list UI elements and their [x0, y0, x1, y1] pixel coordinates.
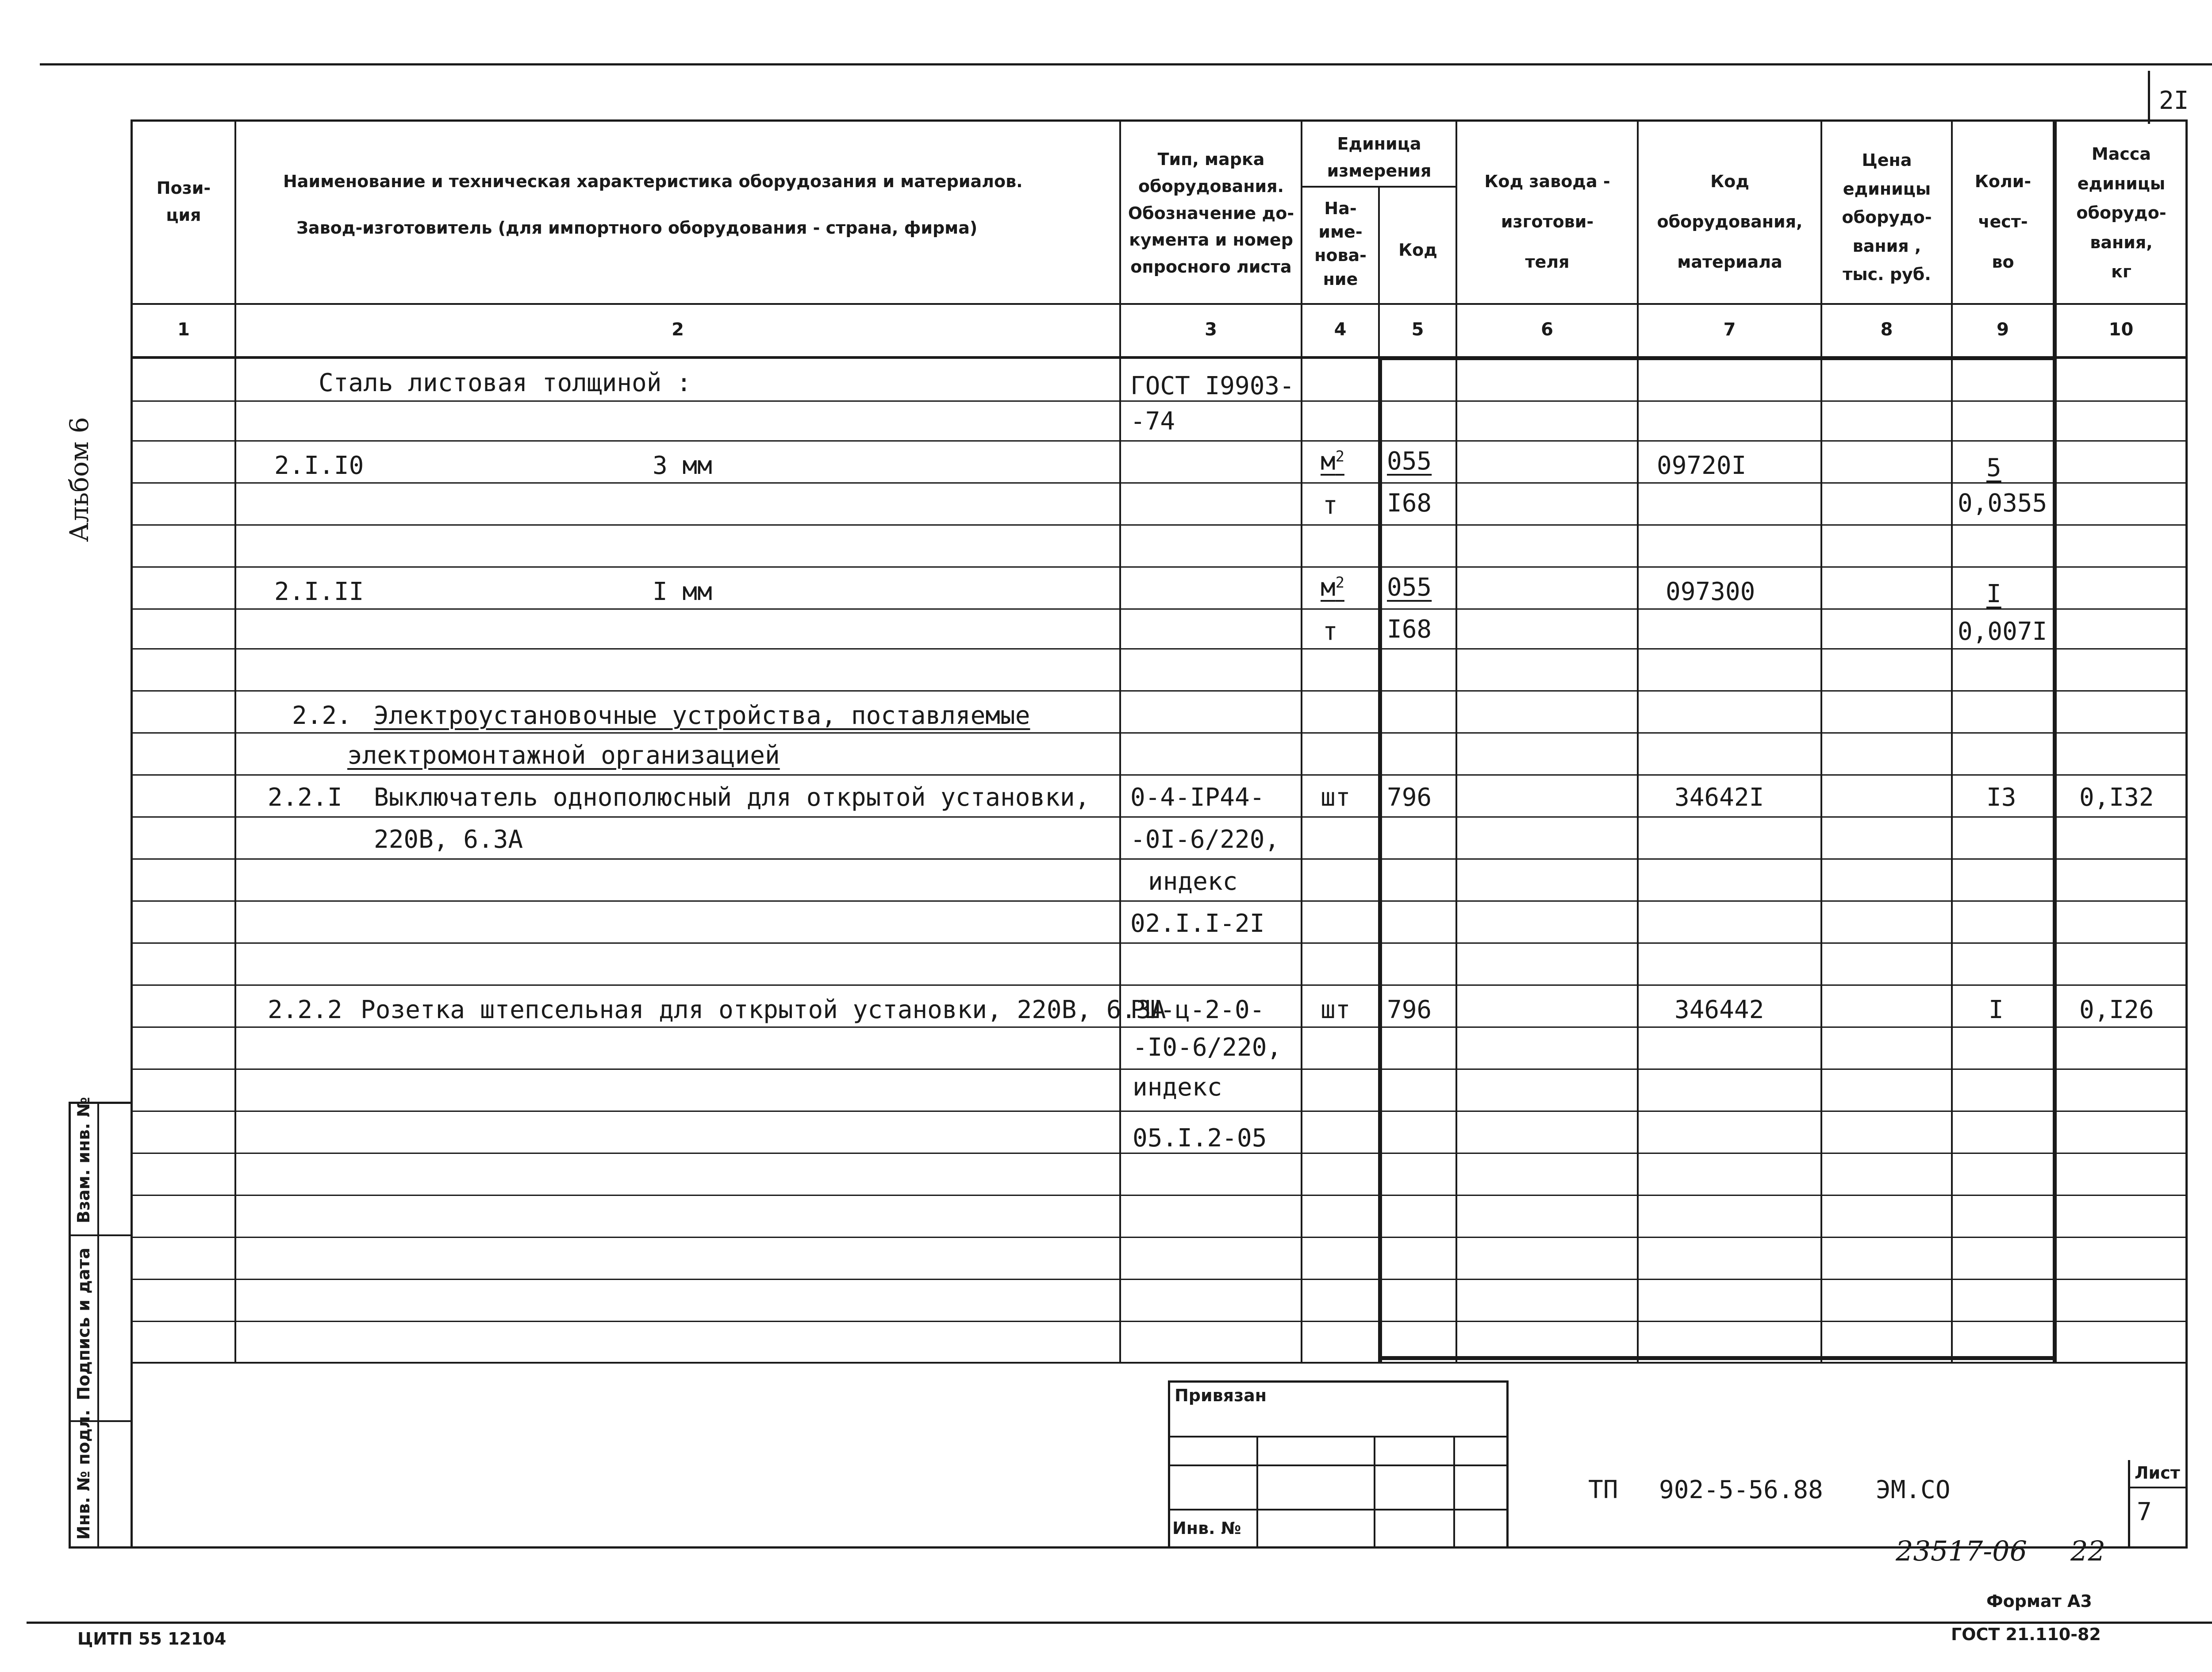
row-2-1-11-quantity: I — [1986, 580, 2001, 608]
header-unit-name: На- име- нова- ние — [1314, 199, 1367, 289]
header-unit-code: Код — [1398, 240, 1437, 260]
header-name-line1: Наименование и техническая характеристика оборудозания и материалов. — [283, 172, 1023, 191]
row-2-1-11-position: 2.I.II — [274, 577, 364, 606]
row-2-2-1-unit-code: 796 — [1387, 783, 1432, 812]
row-2-1-10-code-t: I68 — [1387, 489, 1432, 518]
signature-date-label: Подпись и дата — [74, 1247, 93, 1400]
row-2-2-2-mass: 0,I26 — [2079, 996, 2154, 1024]
col-number-4: 4 — [1334, 319, 1347, 340]
header-position: Пози- ция — [156, 178, 211, 225]
row-2-2-2-material-code: 346442 — [1674, 996, 1764, 1024]
row-2-1-10-unit-code: 055 — [1387, 447, 1432, 476]
row-2-2-1-mass: 0,I32 — [2079, 783, 2154, 812]
top-rule — [40, 63, 2212, 65]
stamp-privyazan: Привязан — [1175, 1386, 1267, 1405]
row-2-1-10-quantity: 5 — [1986, 454, 2001, 482]
row-2-2-1-material-code: 34642I — [1674, 783, 1764, 812]
steel-gost-line2: -74 — [1130, 407, 1175, 436]
col-number-2: 2 — [672, 319, 684, 340]
header-factory-code: Код завода - изготови- теля — [1484, 172, 1610, 272]
row-2-2-2-name: Розетка штепсельная для открытой установки, 220В, 6.3А — [361, 996, 1166, 1024]
row-2-2-1-type-line1: 0-4-IP44- — [1130, 783, 1265, 812]
col-number-8: 8 — [1880, 319, 1893, 340]
gost-label: ГОСТ 21.110-82 — [1951, 1625, 2101, 1644]
table-right-border — [2185, 119, 2188, 1549]
row-2-1-10-position: 2.I.I0 — [274, 451, 364, 480]
section-title-line2: электромонтажной организацией — [347, 741, 780, 770]
header-unit: Единица измерения — [1327, 134, 1432, 181]
col-number-6: 6 — [1541, 319, 1553, 340]
header-equipment-code: Код оборудования, материала — [1657, 172, 1803, 272]
table-bottom-border — [131, 1546, 2188, 1549]
row-2-2-2-type-line2: -I0-6/220, — [1133, 1033, 1282, 1062]
steel-title: Сталь листовая толщиной : — [319, 369, 691, 397]
sheet-number-top: 2I — [2159, 86, 2189, 115]
row-2-1-11-name: I мм — [653, 577, 712, 606]
stamp-mark: ЭМ.СО — [1876, 1476, 1951, 1504]
row-2-2-1-type-line3: индекс — [1148, 867, 1238, 896]
row-2-1-10-unit-t: т — [1323, 491, 1338, 520]
col-number-7: 7 — [1723, 319, 1736, 340]
row-2-1-10-name: 3 мм — [653, 451, 712, 480]
section-number: 2.2. — [292, 701, 352, 730]
handwritten-page: 22 — [2070, 1535, 2105, 1567]
stamp-list-label: Лист — [2135, 1463, 2180, 1483]
row-2-2-2-position: 2.2.2 — [268, 996, 342, 1024]
row-2-1-11-unit-t: т — [1323, 617, 1338, 646]
col-number-3: 3 — [1205, 319, 1217, 340]
row-2-2-1-unit: шт — [1321, 783, 1351, 812]
row-2-2-1-position: 2.2.I — [268, 783, 342, 812]
row-2-1-11-quantity-t: 0,007I — [1958, 617, 2047, 646]
row-2-2-2-type-line4: 05.I.2-05 — [1133, 1124, 1267, 1153]
row-2-1-11-unit-code: 055 — [1387, 573, 1432, 602]
row-2-1-10-unit: $м^2$ — [1321, 447, 1344, 476]
col-number-1: 1 — [177, 319, 190, 340]
row-2-2-2-type-line3: индекс — [1133, 1073, 1222, 1102]
steel-gost-line1: ГОСТ I9903- — [1130, 372, 1294, 400]
row-2-2-1-name-line1: Выключатель однополюсный для открытой установки, — [374, 783, 1090, 812]
inv-replacement-label: Взам. инв. № — [74, 1097, 93, 1223]
col-number-10: 10 — [2108, 319, 2134, 340]
row-2-2-2-quantity: I — [1989, 996, 2004, 1024]
format-label: Формат А3 — [1986, 1591, 2092, 1611]
col-number-9: 9 — [1997, 319, 2009, 340]
header-price: Цена единицы оборудо- вания , тыс. руб. — [1842, 150, 1932, 284]
row-2-2-2-type-line1: РШ-ц-2-0- — [1130, 996, 1265, 1024]
row-2-1-11-code-t: I68 — [1387, 615, 1432, 644]
stamp-list-number: 7 — [2137, 1498, 2152, 1526]
handwritten-number: 23517-06 — [1896, 1535, 2028, 1567]
table-top-border — [131, 119, 2188, 122]
stamp-tp: ТП — [1588, 1476, 1618, 1504]
row-2-1-10-material-code: 09720I — [1657, 451, 1747, 480]
section-title-line1: Электроустановочные устройства, поставляемые — [374, 701, 1030, 730]
row-2-2-1-type-line4: 02.I.I-2I — [1130, 909, 1265, 938]
inv-original-label: Инв. № подл. — [74, 1409, 93, 1540]
row-2-1-10-quantity-t: 0,0355 — [1958, 489, 2047, 518]
header-name-line2: Завод-изготовитель (для импортного оборудования - страна, фирма) — [296, 218, 978, 238]
row-2-2-1-name-line2: 220В, 6.3А — [374, 825, 523, 854]
header-mass: Масса единицы оборудо- вания, кг — [2076, 144, 2166, 281]
row-2-2-2-unit: шт — [1321, 996, 1351, 1024]
col-number-5: 5 — [1411, 319, 1424, 340]
header-quantity: Коли- чест- во — [1974, 172, 2032, 272]
outer-bottom-line — [27, 1622, 2212, 1624]
stamp-document-number: 902-5-56.88 — [1659, 1476, 1823, 1504]
row-2-1-11-unit: $м^2$ — [1321, 573, 1344, 602]
album-label: Альбом 6 — [64, 417, 94, 542]
row-2-2-2-unit-code: 796 — [1387, 996, 1432, 1024]
row-2-1-11-material-code: 097300 — [1666, 577, 1755, 606]
stamp-inv-no: Инв. № — [1172, 1518, 1241, 1538]
header-type: Тип, марка оборудования. Обозначение до- кумента и номер опросного листа — [1128, 150, 1294, 277]
row-2-2-1-quantity: I3 — [1986, 783, 2016, 812]
citp-label: ЦИТП 55 12104 — [77, 1629, 227, 1649]
row-2-2-1-type-line2: -0I-6/220, — [1130, 825, 1280, 854]
